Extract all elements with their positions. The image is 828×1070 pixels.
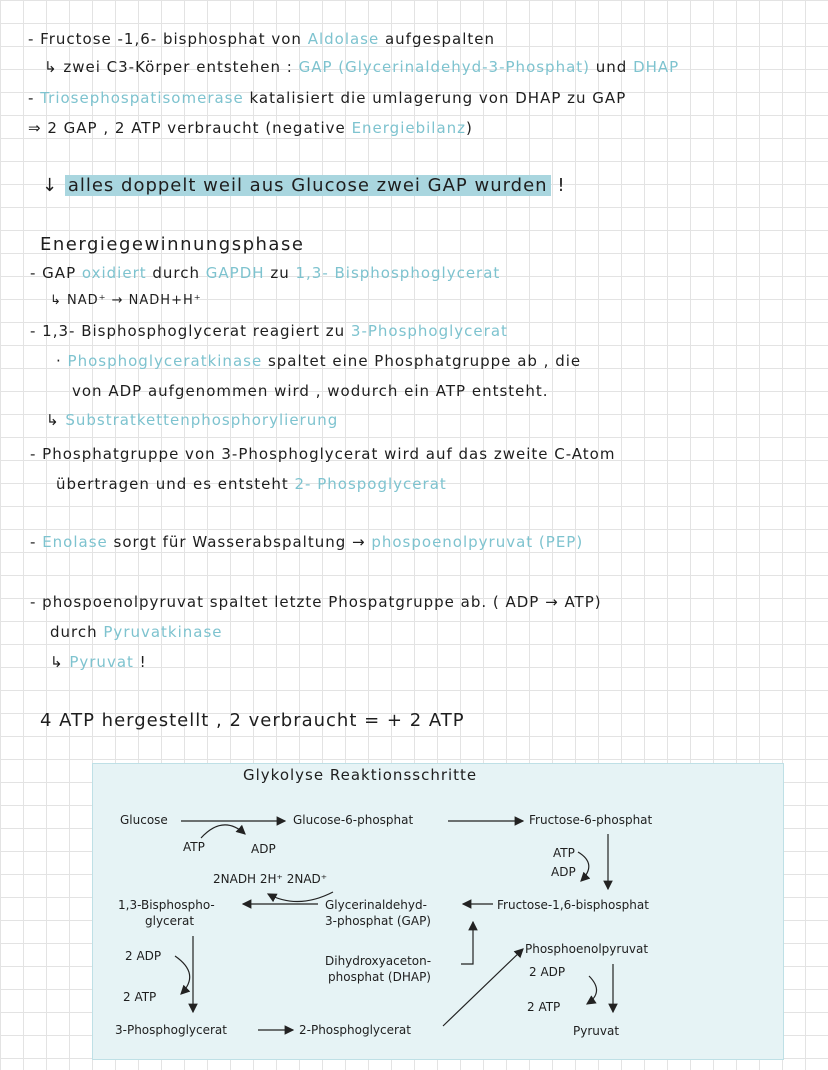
line-double-note: ↓ alles doppelt weil aus Glucose zwei GAP wurden ! (42, 175, 566, 196)
term-gap: GAP (Glycerinaldehyd-3-Phosphat) (298, 58, 591, 76)
label-2atp-right: 2 ATP (527, 1000, 561, 1014)
node-gap-2: 3-phosphat (GAP) (325, 914, 431, 928)
node-glucose-6-phosphat: Glucose-6-phosphat (293, 813, 414, 827)
node-glucose: Glucose (120, 813, 168, 827)
node-13-bpg-1: 1,3-Bisphospho- (118, 898, 215, 912)
glycolysis-diagram (92, 763, 784, 1060)
line-nad: ↳ NAD⁺ → NADH+H⁺ (50, 293, 202, 308)
label-2adp-left: 2 ADP (125, 949, 162, 963)
term-dhap: DHAP (633, 58, 680, 76)
line-phosphate-transfer: - Phosphatgruppe von 3-Phosphoglycerat wird auf das zweite C-Atom (30, 445, 616, 463)
line-atp-summary: 4 ATP hergestellt , 2 verbraucht = + 2 ATP (40, 710, 465, 731)
line-enolase: - Enolase sorgt für Wasserabspaltung → phospoenolpyruvat (PEP) (30, 533, 584, 551)
line-pyruvatkinase: durch Pyruvatkinase (50, 623, 223, 641)
line-substrate-phosphorylation: ↳ Substratkettenphosphorylierung (46, 411, 339, 429)
node-gap-1: Glycerinaldehyd- (325, 898, 427, 912)
line-bpg-reaction: - 1,3- Bisphosphoglycerat reagiert zu 3-Phosphoglycerat (30, 322, 508, 340)
line-adp-atp: von ADP aufgenommen wird , wodurch ein ATP entsteht. (72, 382, 549, 400)
node-pyruvat: Pyruvat (573, 1024, 620, 1038)
line-c3-bodies: ↳ zwei C3-Körper entstehen : GAP (Glycerinaldehyd-3-Phosphat) und DHAP (44, 58, 680, 76)
label-adp-1: ADP (251, 842, 276, 856)
node-dhap-2: phosphat (DHAP) (328, 970, 431, 984)
line-pep: - phospoenolpyruvat spaltet letzte Phospatgruppe ab. ( ADP → ATP) (30, 593, 602, 611)
node-dhap-1: Dihydroxyaceton- (325, 954, 432, 968)
label-atp-2: ATP (553, 846, 575, 860)
node-phosphoenolpyruvat: Phosphoenolpyruvat (525, 942, 649, 956)
diagram-title: Glykolyse Reaktionsschritte (243, 766, 478, 784)
term-aldolase: Aldolase (307, 30, 380, 48)
label-atp-1: ATP (183, 840, 205, 854)
node-3-phosphoglycerat: 3-Phosphoglycerat (115, 1023, 227, 1037)
line-fructose-split: - Fructose -1,6- bisphosphat von Aldolase aufgespalten (28, 30, 496, 48)
node-13-bpg-2: glycerat (145, 914, 195, 928)
term-triosephosphatisomerase: Triosephospatisomerase (40, 89, 244, 107)
label-2atp-left: 2 ATP (123, 990, 157, 1004)
label-adp-2: ADP (551, 865, 576, 879)
section-heading: Energiegewinnungsphase (40, 234, 305, 255)
line-isomerase: - Triosephospatisomerase katalisiert die umlagerung von DHAP zu GAP (28, 89, 627, 107)
node-fructose-16-bisphosphat: Fructose-1,6-bisphosphat (497, 898, 649, 912)
line-kinase: · Phosphoglyceratkinase spaltet eine Phosphatgruppe ab , die (56, 352, 582, 370)
line-pyruvat: ↳ Pyruvat ! (50, 653, 147, 671)
line-2pg: übertragen und es entsteht 2- Phospoglycerat (56, 475, 447, 493)
line-energy-balance: ⇒ 2 GAP , 2 ATP verbraucht (negative Energiebilanz) (28, 119, 473, 137)
label-nad: 2NADH 2H⁺ 2NAD⁺ (213, 872, 328, 886)
highlighted-note: alles doppelt weil aus Glucose zwei GAP wurden (65, 175, 551, 196)
node-2-phosphoglycerat: 2-Phosphoglycerat (299, 1023, 411, 1037)
label-2adp-right: 2 ADP (529, 965, 566, 979)
line-gap-oxidation: - GAP oxidiert durch GAPDH zu 1,3- Bisphosphoglycerat (30, 264, 501, 282)
term-energiebilanz: Energiebilanz (351, 119, 467, 137)
node-fructose-6-phosphat: Fructose-6-phosphat (529, 813, 653, 827)
